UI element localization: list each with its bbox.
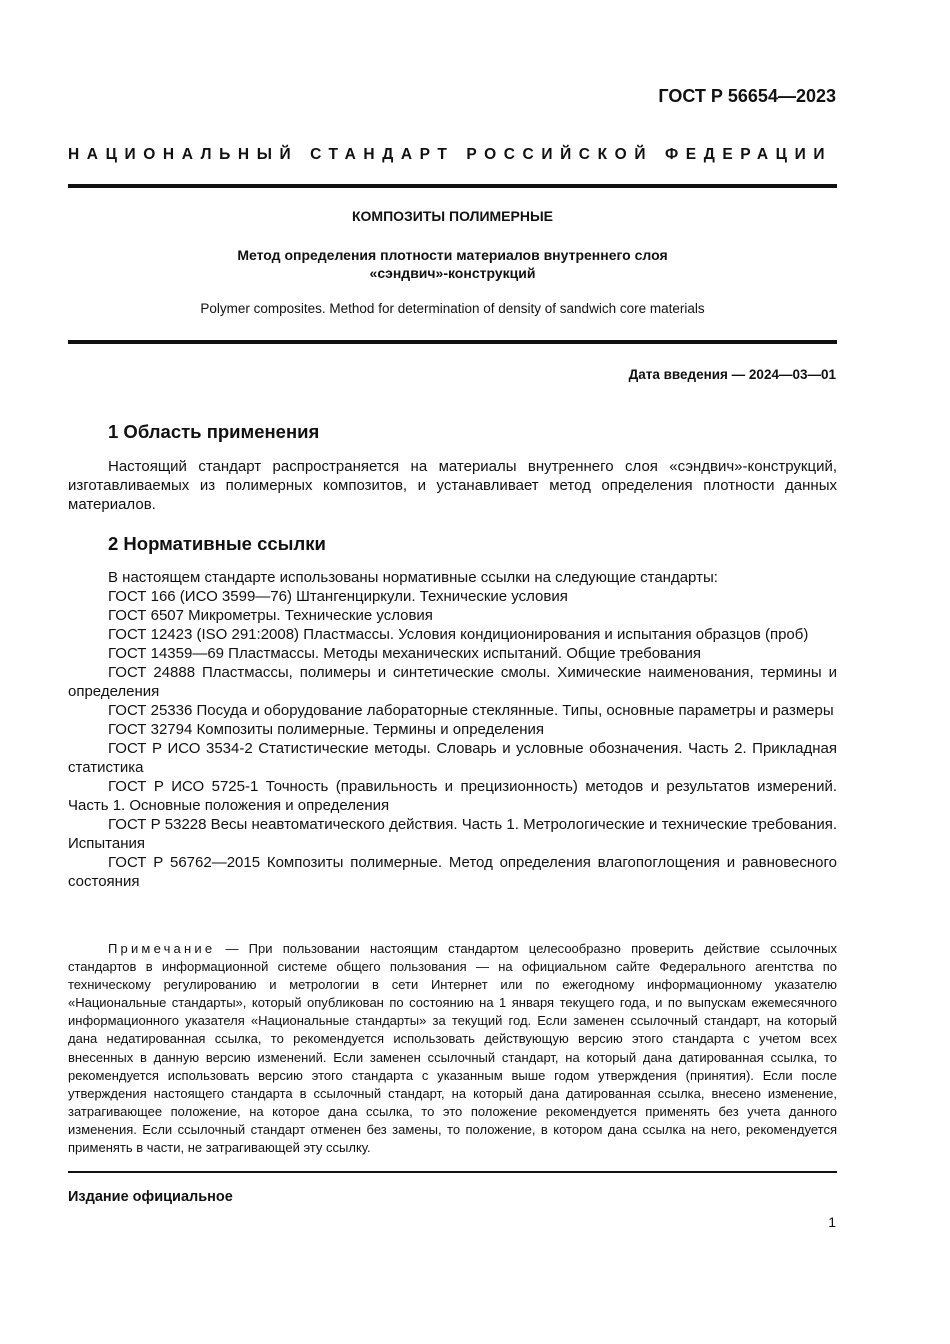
section-2-heading: 2 Нормативные ссылки xyxy=(108,533,326,554)
footer-divider xyxy=(68,1171,837,1173)
english-title: Polymer composites. Method for determination of density of sandwich core materials xyxy=(200,301,705,316)
reference-item: ГОСТ 6507 Микрометры. Технические условия xyxy=(108,607,433,624)
title-divider xyxy=(68,340,837,344)
references-intro: В настоящем стандарте использованы нормативные ссылки на следующие стандарты: xyxy=(108,569,718,586)
reference-item: ГОСТ Р 56762—2015 Композиты полимерные. Метод определения влагопоглощения и равновесного состояния xyxy=(68,854,837,890)
subtitle-line-2: «сэндвич»-конструкций xyxy=(369,265,536,281)
reference-item: ГОСТ 166 (ИСО 3599—76) Штангенциркули. Технические условия xyxy=(108,588,568,605)
subtitle-line-1: Метод определения плотности материалов внутреннего слоя xyxy=(237,247,668,263)
references-note xyxy=(68,940,837,1157)
reference-item: ГОСТ Р ИСО 5725-1 Точность (правильность и прецизионность) методов и результатов измерений. Часть 1. Основные положения и определения xyxy=(68,778,837,814)
official-edition-label: Издание официальное xyxy=(68,1189,233,1205)
reference-item: ГОСТ 25336 Посуда и оборудование лабораторные стеклянные. Типы, основные параметры и размеры xyxy=(108,702,834,719)
standard-number: ГОСТ Р 56654—2023 xyxy=(658,86,836,106)
note-text: — При пользовании настоящим стандартом целесообразно проверить действие ссылочных стандартов в информационной системе общего пользования — на официальном сайте Федерального агентства по техническому регулированию и метрологии в сети Интернет или по ежегодному информационному указателю «Национальные стандарты», который опубликован по состоянию на 1 января текущего года, и по выпускам ежемесячного информационного указателя «Национальные стандарты» за текущий год. Если заменен ссылочный стандарт, на который дана недатированная ссылка, то рекомендуется использовать действующую версию этого стандарта с учетом всех внесенных в данную версию изменений. Если заменен ссылочный стандарт, на который дана датированная ссылка, то рекомендуется использовать версию этого стандарта с указанным выше годом утверждения (принятия). Если после утверждения настоящего стандарта в ссылочный стандарт, на который дана датированная ссылка, внесено изменение, затрагивающее положение, на которое дана ссылка, то это положение рекомендуется применять без учета данного изменения. Если ссылочный стандарт отменен без замены, то положение, в котором дана ссылка на него, рекомендуется применять в части, не затрагивающей эту ссылку. xyxy=(68,941,837,1156)
effective-date: Дата введения — 2024—03—01 xyxy=(628,367,836,382)
section-1-heading: 1 Область применения xyxy=(108,421,320,442)
normative-references-list xyxy=(68,568,837,891)
national-standard-banner: НАЦИОНАЛЬНЫЙ СТАНДАРТ РОССИЙСКОЙ ФЕДЕРАЦИИ xyxy=(68,146,833,163)
note-label: Примечание xyxy=(108,941,216,956)
reference-item: ГОСТ 32794 Композиты полимерные. Термины и определения xyxy=(108,721,545,738)
reference-item: ГОСТ 12423 (ISO 291:2008) Пластмассы. Условия кондиционирования и испытания образцов (проб) xyxy=(108,626,809,643)
page-number: 1 xyxy=(828,1214,836,1230)
document-subtitle xyxy=(68,246,837,282)
top-divider xyxy=(68,184,837,188)
reference-item: ГОСТ 24888 Пластмассы, полимеры и синтетические смолы. Химические наименования, термины и определения xyxy=(68,664,837,700)
reference-item: ГОСТ Р 53228 Весы неавтоматического действия. Часть 1. Метрологические и технические требования. Испытания xyxy=(68,816,837,852)
section-1-text: Настоящий стандарт распространяется на материалы внутреннего слоя «сэндвич»-конструкций, изготавливаемых из полимерных композитов, и устанавливает метод определения плотности данных материалов. xyxy=(68,458,837,513)
reference-item: ГОСТ 14359—69 Пластмассы. Методы механических испытаний. Общие требования xyxy=(108,645,701,662)
document-title: КОМПОЗИТЫ ПОЛИМЕРНЫЕ xyxy=(351,208,553,224)
reference-item: ГОСТ Р ИСО 3534-2 Статистические методы. Словарь и условные обозначения. Часть 2. Прикладная статистика xyxy=(68,740,837,776)
